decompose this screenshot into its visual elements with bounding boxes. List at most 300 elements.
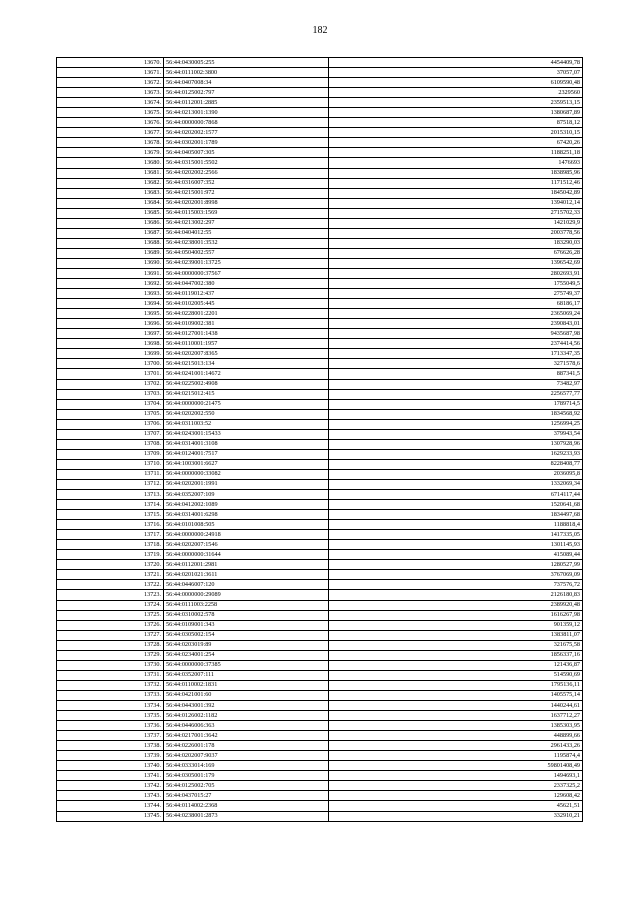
table-row (57, 399, 583, 409)
cadastral-number: 56:44:0311003:52 (164, 419, 329, 429)
cadastral-number: 56:44:0109002:381 (164, 319, 329, 329)
cadastral-value: 67420,26 (329, 138, 583, 148)
row-number: 13725. (57, 610, 164, 620)
table-row (57, 148, 583, 158)
table-row (57, 580, 583, 590)
cadastral-value: 2961433,26 (329, 741, 583, 751)
row-number: 13686. (57, 218, 164, 228)
cadastral-value: 2389920,48 (329, 600, 583, 610)
cadastral-value: 2126180,83 (329, 590, 583, 600)
cadastral-value: 2015310,15 (329, 128, 583, 138)
cadastral-value: 2365069,24 (329, 309, 583, 319)
cadastral-number: 56:44:0405007:305 (164, 148, 329, 158)
row-number: 13714. (57, 500, 164, 510)
cadastral-number: 56:44:0124001:7517 (164, 449, 329, 459)
cadastral-number: 56:44:0000000:21475 (164, 399, 329, 409)
row-number: 13673. (57, 88, 164, 98)
cadastral-number: 56:44:0202007:8365 (164, 349, 329, 359)
cadastral-number: 56:44:0315001:5502 (164, 158, 329, 168)
table-row (57, 560, 583, 570)
row-number: 13734. (57, 701, 164, 711)
cadastral-value: 321675,58 (329, 640, 583, 650)
cadastral-number: 56:44:1003001:6627 (164, 459, 329, 469)
cadastral-number: 56:44:0421001:60 (164, 690, 329, 700)
cadastral-number: 56:44:0241001:14672 (164, 369, 329, 379)
cadastral-number: 56:44:0213002:297 (164, 218, 329, 228)
row-number: 13742. (57, 781, 164, 791)
row-number: 13729. (57, 650, 164, 660)
cadastral-number: 56:44:0316007:352 (164, 178, 329, 188)
cadastral-value: 2715702,33 (329, 208, 583, 218)
cadastral-value: 1394012,14 (329, 198, 583, 208)
cadastral-value: 1188251,18 (329, 148, 583, 158)
table-row (57, 660, 583, 670)
cadastral-number: 56:44:0239001:13725 (164, 258, 329, 268)
table-row (57, 741, 583, 751)
cadastral-value: 2802693,91 (329, 268, 583, 278)
cadastral-number: 56:44:0305001:179 (164, 771, 329, 781)
row-number: 13732. (57, 680, 164, 690)
row-number: 13689. (57, 248, 164, 258)
table-row (57, 600, 583, 610)
cadastral-value: 1494693,1 (329, 771, 583, 781)
row-number: 13698. (57, 339, 164, 349)
table-row (57, 500, 583, 510)
cadastral-value: 183290,03 (329, 238, 583, 248)
cadastral-number: 56:44:0125002:705 (164, 781, 329, 791)
cadastral-value: 87518,12 (329, 118, 583, 128)
cadastral-value: 1385303,95 (329, 721, 583, 731)
table-row (57, 178, 583, 188)
row-number: 13743. (57, 791, 164, 801)
row-number: 13744. (57, 801, 164, 811)
table-row (57, 138, 583, 148)
table-row (57, 459, 583, 469)
row-number: 13700. (57, 359, 164, 369)
row-number: 13685. (57, 208, 164, 218)
cadastral-value: 1856337,16 (329, 650, 583, 660)
table-row (57, 630, 583, 640)
table-row (57, 731, 583, 741)
cadastral-value: 1834568,92 (329, 409, 583, 419)
cadastral-number: 56:44:0114002:2368 (164, 801, 329, 811)
cadastral-value-table (56, 57, 583, 822)
cadastral-number: 56:44:0202002:1577 (164, 128, 329, 138)
cadastral-value: 1383811,07 (329, 630, 583, 640)
cadastral-value: 1332069,34 (329, 479, 583, 489)
table-row (57, 530, 583, 540)
table-row (57, 670, 583, 680)
cadastral-number: 56:44:0225002:4908 (164, 379, 329, 389)
table-row (57, 781, 583, 791)
cadastral-number: 56:44:0000000:31644 (164, 550, 329, 560)
cadastral-value: 1629233,93 (329, 449, 583, 459)
cadastral-number: 56:44:0302001:1789 (164, 138, 329, 148)
cadastral-number: 56:44:0109001:343 (164, 620, 329, 630)
cadastral-number: 56:44:0126002:1182 (164, 711, 329, 721)
cadastral-value: 3271578,6 (329, 359, 583, 369)
cadastral-value: 2390843,01 (329, 319, 583, 329)
cadastral-value: 1307928,96 (329, 439, 583, 449)
table-row (57, 118, 583, 128)
row-number: 13675. (57, 108, 164, 118)
table-row (57, 680, 583, 690)
table-row (57, 88, 583, 98)
row-number: 13699. (57, 349, 164, 359)
table-row (57, 510, 583, 520)
table-row (57, 771, 583, 781)
table-row (57, 188, 583, 198)
cadastral-value: 68186,17 (329, 299, 583, 309)
table-row (57, 520, 583, 530)
row-number: 13690. (57, 258, 164, 268)
table-row (57, 439, 583, 449)
row-number: 13695. (57, 309, 164, 319)
table-row (57, 690, 583, 700)
cadastral-number: 56:44:0305002:154 (164, 630, 329, 640)
row-number: 13713. (57, 490, 164, 500)
row-number: 13740. (57, 761, 164, 771)
row-number: 13745. (57, 811, 164, 821)
table-row (57, 590, 583, 600)
row-number: 13693. (57, 289, 164, 299)
cadastral-number: 56:44:0215001:972 (164, 188, 329, 198)
row-number: 13692. (57, 279, 164, 289)
cadastral-value: 6714117,44 (329, 490, 583, 500)
table-body (57, 58, 583, 822)
cadastral-number: 56:44:0201021:3611 (164, 570, 329, 580)
cadastral-number: 56:44:0202002:550 (164, 409, 329, 419)
cadastral-number: 56:44:0202007:1546 (164, 540, 329, 550)
row-number: 13733. (57, 690, 164, 700)
table-row (57, 540, 583, 550)
row-number: 13684. (57, 198, 164, 208)
cadastral-value: 1845042,89 (329, 188, 583, 198)
cadastral-number: 56:44:0202001:8998 (164, 198, 329, 208)
row-number: 13717. (57, 530, 164, 540)
table-row (57, 610, 583, 620)
cadastral-value: 2374414,56 (329, 339, 583, 349)
table-row (57, 238, 583, 248)
table-row (57, 761, 583, 771)
cadastral-number: 56:44:0111003:2258 (164, 600, 329, 610)
cadastral-value: 45621,51 (329, 801, 583, 811)
table-row (57, 711, 583, 721)
row-number: 13722. (57, 580, 164, 590)
row-number: 13738. (57, 741, 164, 751)
cadastral-number: 56:44:0102005:445 (164, 299, 329, 309)
row-number: 13721. (57, 570, 164, 580)
row-number: 13739. (57, 751, 164, 761)
cadastral-value: 2036095,8 (329, 469, 583, 479)
row-number: 13711. (57, 469, 164, 479)
table-row (57, 329, 583, 339)
cadastral-value: 1616267,98 (329, 610, 583, 620)
cadastral-value: 379943,54 (329, 429, 583, 439)
cadastral-number: 56:44:0213001:1390 (164, 108, 329, 118)
row-number: 13687. (57, 228, 164, 238)
row-number: 13670. (57, 58, 164, 68)
cadastral-value: 332910,21 (329, 811, 583, 821)
row-number: 13703. (57, 389, 164, 399)
cadastral-number: 56:44:0437015:27 (164, 791, 329, 801)
cadastral-number: 56:44:0000000:37567 (164, 268, 329, 278)
cadastral-value: 129608,42 (329, 791, 583, 801)
cadastral-value: 676626,28 (329, 248, 583, 258)
row-number: 13726. (57, 620, 164, 630)
table-row (57, 339, 583, 349)
table-row (57, 299, 583, 309)
table-row (57, 640, 583, 650)
row-number: 13730. (57, 660, 164, 670)
cadastral-number: 56:44:0243001:15433 (164, 429, 329, 439)
cadastral-number: 56:44:0314001:3108 (164, 439, 329, 449)
row-number: 13681. (57, 168, 164, 178)
row-number: 13706. (57, 419, 164, 429)
cadastral-value: 9435687,98 (329, 329, 583, 339)
table-row (57, 98, 583, 108)
table-row (57, 369, 583, 379)
row-number: 13694. (57, 299, 164, 309)
cadastral-value: 1713347,35 (329, 349, 583, 359)
cadastral-value: 2256577,77 (329, 389, 583, 399)
cadastral-value: 121436,87 (329, 660, 583, 670)
cadastral-number: 56:44:0238001:3532 (164, 238, 329, 248)
cadastral-value: 2003778,56 (329, 228, 583, 238)
table-row (57, 650, 583, 660)
table-row (57, 68, 583, 78)
row-number: 13674. (57, 98, 164, 108)
cadastral-number: 56:44:0000000:7868 (164, 118, 329, 128)
cadastral-number: 56:44:0407008:34 (164, 78, 329, 88)
cadastral-value: 8228408,77 (329, 459, 583, 469)
row-number: 13671. (57, 68, 164, 78)
cadastral-value: 275749,37 (329, 289, 583, 299)
cadastral-value: 1280527,99 (329, 560, 583, 570)
cadastral-number: 56:44:0447002:380 (164, 279, 329, 289)
table-row (57, 158, 583, 168)
cadastral-value: 4454409,78 (329, 58, 583, 68)
table-row (57, 198, 583, 208)
cadastral-value: 1380687,89 (329, 108, 583, 118)
cadastral-value: 1188818,4 (329, 520, 583, 530)
cadastral-number: 56:44:0504002:557 (164, 248, 329, 258)
row-number: 13701. (57, 369, 164, 379)
cadastral-value: 1440244,61 (329, 701, 583, 711)
table-row (57, 570, 583, 580)
row-number: 13715. (57, 510, 164, 520)
row-number: 13741. (57, 771, 164, 781)
table-row (57, 349, 583, 359)
table-row (57, 811, 583, 821)
cadastral-number: 56:44:0352007:111 (164, 670, 329, 680)
row-number: 13718. (57, 540, 164, 550)
row-number: 13716. (57, 520, 164, 530)
cadastral-number: 56:44:0333014:169 (164, 761, 329, 771)
cadastral-number: 56:44:0101008:505 (164, 520, 329, 530)
table-row (57, 289, 583, 299)
cadastral-value: 1417335,05 (329, 530, 583, 540)
row-number: 13712. (57, 479, 164, 489)
cadastral-number: 56:44:0430005:255 (164, 58, 329, 68)
cadastral-value: 448899,66 (329, 731, 583, 741)
cadastral-value: 1476693 (329, 158, 583, 168)
row-number: 13720. (57, 560, 164, 570)
cadastral-value: 514590,69 (329, 670, 583, 680)
table-row (57, 389, 583, 399)
table-row (57, 409, 583, 419)
cadastral-number: 56:44:0110001:1957 (164, 339, 329, 349)
table-row (57, 801, 583, 811)
cadastral-number: 56:44:0111002:3800 (164, 68, 329, 78)
row-number: 13709. (57, 449, 164, 459)
row-number: 13724. (57, 600, 164, 610)
row-number: 13735. (57, 711, 164, 721)
cadastral-value: 1195874,4 (329, 751, 583, 761)
cadastral-number: 56:44:0215012:415 (164, 389, 329, 399)
cadastral-number: 56:44:0404012:55 (164, 228, 329, 238)
table-row (57, 620, 583, 630)
table-row (57, 429, 583, 439)
cadastral-number: 56:44:0443001:392 (164, 701, 329, 711)
cadastral-value: 1171512,46 (329, 178, 583, 188)
cadastral-number: 56:44:0000000:33082 (164, 469, 329, 479)
row-number: 13731. (57, 670, 164, 680)
row-number: 13723. (57, 590, 164, 600)
table-row (57, 419, 583, 429)
cadastral-value: 1789714,5 (329, 399, 583, 409)
table-row (57, 319, 583, 329)
cadastral-value: 3767069,09 (329, 570, 583, 580)
cadastral-value: 1834497,68 (329, 510, 583, 520)
cadastral-number: 56:44:0228001:2201 (164, 309, 329, 319)
cadastral-value: 2359513,15 (329, 98, 583, 108)
row-number: 13680. (57, 158, 164, 168)
cadastral-number: 56:44:0115003:1569 (164, 208, 329, 218)
cadastral-value: 1520641,68 (329, 500, 583, 510)
row-number: 13705. (57, 409, 164, 419)
row-number: 13676. (57, 118, 164, 128)
cadastral-value: 73482,97 (329, 379, 583, 389)
table-row (57, 701, 583, 711)
cadastral-number: 56:44:0203019:89 (164, 640, 329, 650)
table-row (57, 379, 583, 389)
cadastral-number: 56:44:0202007:9037 (164, 751, 329, 761)
cadastral-value: 1256994,25 (329, 419, 583, 429)
cadastral-number: 56:44:0217001:3642 (164, 731, 329, 741)
table-row (57, 469, 583, 479)
page-number: 182 (312, 25, 328, 36)
row-number: 13707. (57, 429, 164, 439)
table-row (57, 359, 583, 369)
row-number: 13710. (57, 459, 164, 469)
cadastral-value: 1795136,11 (329, 680, 583, 690)
row-number: 13719. (57, 550, 164, 560)
cadastral-value: 1838985,96 (329, 168, 583, 178)
table-row (57, 228, 583, 238)
table-row (57, 78, 583, 88)
row-number: 13737. (57, 731, 164, 741)
cadastral-number: 56:44:0000000:24918 (164, 530, 329, 540)
cadastral-number: 56:44:0215013:134 (164, 359, 329, 369)
cadastral-number: 56:44:0000000:29089 (164, 590, 329, 600)
table-row (57, 58, 583, 68)
table-row (57, 279, 583, 289)
cadastral-value: 59801408,49 (329, 761, 583, 771)
cadastral-value: 2337325,2 (329, 781, 583, 791)
table-row (57, 479, 583, 489)
cadastral-value: 737576,72 (329, 580, 583, 590)
row-number: 13736. (57, 721, 164, 731)
cadastral-value: 901359,12 (329, 620, 583, 630)
row-number: 13696. (57, 319, 164, 329)
cadastral-number: 56:44:0238001:2873 (164, 811, 329, 821)
row-number: 13708. (57, 439, 164, 449)
table-row (57, 128, 583, 138)
cadastral-number: 56:44:0314001:6298 (164, 510, 329, 520)
cadastral-value: 415089,44 (329, 550, 583, 560)
cadastral-number: 56:44:0119012:437 (164, 289, 329, 299)
cadastral-number: 56:44:0446006:363 (164, 721, 329, 731)
table-row (57, 721, 583, 731)
cadastral-value: 1396542,69 (329, 258, 583, 268)
row-number: 13691. (57, 268, 164, 278)
table-row (57, 208, 583, 218)
cadastral-value: 1421029,9 (329, 218, 583, 228)
cadastral-number: 56:44:0226001:178 (164, 741, 329, 751)
row-number: 13677. (57, 128, 164, 138)
cadastral-value: 1405575,14 (329, 690, 583, 700)
cadastral-number: 56:44:0202001:1991 (164, 479, 329, 489)
cadastral-value: 2329560 (329, 88, 583, 98)
cadastral-value: 37057,07 (329, 68, 583, 78)
table-row (57, 258, 583, 268)
cadastral-number: 56:44:0112001:2981 (164, 560, 329, 570)
cadastral-value: 1301145,93 (329, 540, 583, 550)
table-row (57, 791, 583, 801)
cadastral-number: 56:44:0112001:2885 (164, 98, 329, 108)
cadastral-number: 56:44:0352007:109 (164, 490, 329, 500)
cadastral-number: 56:44:0412002:1089 (164, 500, 329, 510)
row-number: 13704. (57, 399, 164, 409)
row-number: 13702. (57, 379, 164, 389)
row-number: 13672. (57, 78, 164, 88)
row-number: 13678. (57, 138, 164, 148)
row-number: 13682. (57, 178, 164, 188)
cadastral-number: 56:44:0446007:120 (164, 580, 329, 590)
cadastral-number: 56:44:0234001:254 (164, 650, 329, 660)
cadastral-number: 56:44:0202002:2566 (164, 168, 329, 178)
cadastral-number: 56:44:0127001:1438 (164, 329, 329, 339)
table-row (57, 218, 583, 228)
table-row (57, 490, 583, 500)
table-row (57, 449, 583, 459)
row-number: 13683. (57, 188, 164, 198)
table-row (57, 550, 583, 560)
table-row (57, 751, 583, 761)
cadastral-number: 56:44:0000000:37385 (164, 660, 329, 670)
row-number: 13728. (57, 640, 164, 650)
cadastral-number: 56:44:0310002:578 (164, 610, 329, 620)
row-number: 13697. (57, 329, 164, 339)
table-row (57, 248, 583, 258)
row-number: 13679. (57, 148, 164, 158)
table-row (57, 108, 583, 118)
cadastral-value: 6109590,48 (329, 78, 583, 88)
table-row (57, 168, 583, 178)
cadastral-value: 1637712,27 (329, 711, 583, 721)
table-row (57, 309, 583, 319)
